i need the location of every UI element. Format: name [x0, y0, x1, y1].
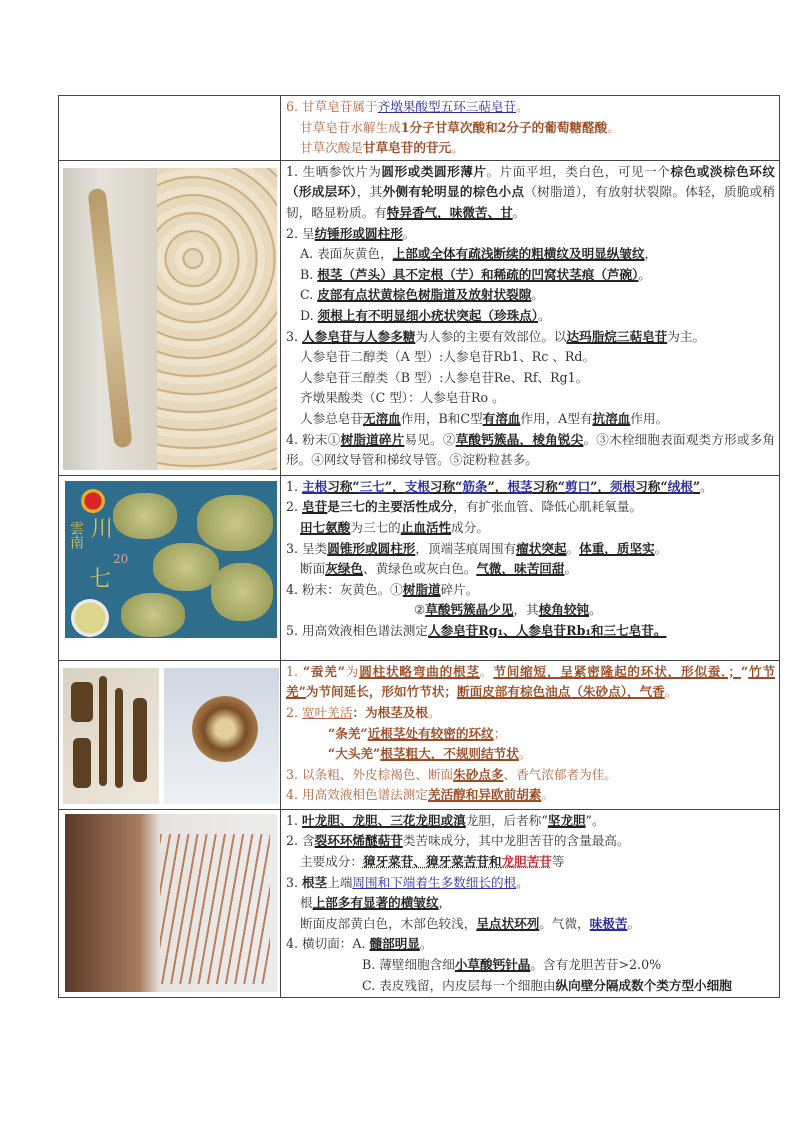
herb-table [58, 95, 780, 998]
emphasis-segment: 为节间延长，形如竹节状； [305, 684, 457, 700]
emphasis-segment: 习称“ [429, 478, 463, 494]
emphasis-segment: 根茎 [302, 874, 328, 890]
qianghuo-section-photo [164, 668, 279, 804]
text-line [286, 265, 775, 286]
emphasis-segment: “大头羌” [328, 746, 381, 762]
emphasis-segment: 上部或全体有疏浅断续的粗横纹及明显纵皱纹 [392, 246, 645, 262]
emphasis-segment: 田七氨酸 [300, 519, 351, 535]
text-segment: 人参总皂苷 [300, 410, 363, 426]
emphasis-segment: 剪口 [564, 478, 591, 494]
text-cell [281, 660, 780, 809]
text-segment: 。片面平坦，类白色，可见一个 [486, 163, 671, 179]
text-segment: 。 [564, 561, 578, 577]
text-segment: 4. 横切面：A. [286, 936, 370, 952]
table-row-longdan [59, 809, 780, 997]
text-segment: 人参皂苷三醇类（B 型）:人参皂苷Re、Rf、Rg1。 [300, 369, 589, 385]
text-line [286, 600, 775, 621]
emphasis-segment: 呈点状环列 [476, 915, 540, 931]
emphasis-segment: 根茎 [507, 478, 533, 494]
emphasis-segment: 宽叶羌活 [302, 704, 353, 720]
emphasis-segment: ” [692, 478, 701, 494]
text-segment: C. 表皮残留，内皮层每一个细胞由 [362, 977, 556, 993]
text-line [286, 118, 775, 139]
ginseng-slices-photo [157, 168, 277, 470]
emphasis-segment: ”， [487, 478, 508, 494]
emphasis-segment: 朱砂点多 [453, 766, 504, 782]
text-segment: 齐墩果酸类（C 型）：人参皂苷Ro 。 [300, 390, 505, 406]
emphasis-segment: 瘤状突起 [516, 540, 567, 556]
emphasis-segment: 须根 [610, 478, 636, 494]
text-segment: 。含有龙胆苦苷>2.0% [530, 956, 662, 972]
emphasis-segment: 人参皂苷与人参多糖 [302, 328, 416, 344]
text-segment: D. [300, 307, 318, 323]
emphasis-segment: 1分子甘草次酸和2分子的葡萄糖醛酸 [400, 119, 608, 135]
text-segment: 龙胆，后者称“ [465, 812, 548, 828]
table-row-qianghuo [59, 660, 780, 809]
emphasis-segment: 味极苦 [589, 915, 628, 931]
table-row-renshen [59, 160, 780, 475]
text-cell [281, 160, 780, 475]
text-line [286, 285, 775, 306]
text-line [286, 306, 775, 327]
text-line [286, 97, 775, 118]
text-segment: 为人参的主要有效部位。以 [415, 328, 567, 344]
emphasis-segment: 三七 [359, 478, 385, 494]
emphasis-segment: 根茎粗大，不规则结节状 [380, 746, 519, 762]
text-line [286, 724, 775, 745]
emphasis-segment: 支根 [404, 478, 430, 494]
sanqi-photo [65, 481, 277, 638]
text-segment: 1. [286, 812, 303, 828]
emphasis-segment: 树脂道碎片 [340, 431, 405, 447]
text-segment: ，其 [356, 184, 383, 200]
emphasis-segment: 棕色或淡棕色环纹（形成层环） [286, 163, 776, 200]
text-segment: 人参皂苷二醇类（A 型）:人参皂苷Rb1、Rc 、Rd。 [300, 349, 596, 365]
emphasis-segment: 无溶血 [362, 410, 401, 426]
text-segment: C. [300, 287, 318, 303]
text-segment: 成分。 [451, 519, 489, 535]
text-line [286, 873, 775, 894]
text-segment: 。 [541, 787, 554, 803]
emphasis-segment: 断面皮部有棕色油点（朱砂点），气香 [456, 684, 665, 700]
emphasis-segment: 有溶血 [482, 410, 521, 426]
text-line [286, 518, 775, 539]
text-segment: ， [644, 246, 658, 262]
text-segment: A. 表面灰黄色， [300, 246, 393, 262]
emphasis-segment: 纵向壁分隔成数个类方型小细胞 [555, 977, 732, 993]
emphasis-segment: 树脂道 [402, 581, 441, 597]
emphasis-segment: 达玛脂烷三萜皂苷 [566, 328, 668, 344]
emphasis-segment: 根茎（芦头）具不定根（艼）和稀疏的凹窝状茎痕（芦碗） [317, 266, 639, 282]
text-line [286, 388, 775, 409]
table-row-gancao [59, 96, 780, 161]
emphasis-segment: 止血活性 [400, 519, 452, 535]
emphasis-segment: 主根 [302, 478, 328, 494]
emphasis-segment: 节间缩短，呈紧密隆起的环状，形似蚕．； [493, 663, 741, 679]
text-segment: ， [438, 895, 452, 911]
text-line [286, 162, 775, 224]
emphasis-segment: 人参皂苷Rg₁、人参皂苷Rb₁和三七皂苷。 [427, 622, 667, 638]
text-line [286, 138, 775, 159]
text-line [286, 893, 775, 914]
emphasis-segment: 髓部明显 [369, 936, 420, 952]
text-segment: ，其 [513, 602, 539, 618]
text-line [286, 852, 775, 873]
emphasis-segment: 周围和下端着生多数细长的根 [352, 874, 517, 890]
coin-scale [71, 599, 109, 637]
text-segment: 6. 甘草皂苷属于 [286, 99, 378, 114]
text-segment: 。 [512, 204, 526, 220]
text-segment: 作用，B和C型 [400, 410, 483, 426]
text-segment: 2. [286, 499, 303, 515]
emphasis-segment: 甘草皂苷的苷元 [362, 140, 452, 156]
text-segment: 。气微， [539, 915, 590, 931]
emphasis-segment: 坚龙胆 [547, 812, 586, 828]
image-cell [59, 96, 281, 161]
text-line [286, 539, 775, 560]
text-segment: 甘草皂苷水解生成 [300, 119, 401, 135]
text-line [286, 955, 775, 976]
text-segment: 。③木栓细胞表面观类方形或多角形。④网纹导管和梯纹导管。⑤淀粉粒甚多。 [286, 431, 776, 468]
emphasis-segment: ”， [590, 478, 610, 494]
emphasis-segment: 外侧有轮明显的棕色小点 [382, 184, 525, 200]
text-segment: 5. 用高效液相色谱法测定 [286, 622, 428, 638]
text-segment: 、黄绿色或灰白色。 [362, 561, 477, 577]
text-segment: 3. [286, 874, 303, 890]
emphasis-segment: 灰绿色 [325, 561, 363, 577]
text-segment: ”。 [585, 812, 605, 828]
text-line [286, 831, 775, 852]
text-segment: 甘草次酸是 [300, 140, 363, 156]
text-segment: 2. 含 [286, 833, 315, 849]
emphasis-segment: 皮部有点状黄棕色树脂道及放射状裂隙 [317, 287, 532, 303]
text-line [286, 327, 775, 348]
emphasis-segment: 獐牙菜苷、獐牙菜苦苷和 [362, 853, 502, 869]
emphasis-segment: 绒根 [667, 478, 693, 494]
text-segment: 1. [286, 663, 303, 679]
text-segment: ② [414, 602, 426, 618]
text-segment: 3. 以条粗、外皮棕褐色、断面 [286, 766, 454, 782]
image-cell [59, 660, 281, 809]
text-segment: 2. 呈 [286, 225, 315, 241]
text-line [286, 811, 775, 832]
brand-logo-icon [81, 489, 105, 513]
emphasis-segment: 抗溶血 [592, 410, 631, 426]
text-segment: 4. 用高效液相色谱法测定 [286, 787, 428, 803]
emphasis-segment: 叶龙胆、龙胆、三花龙胆或滇 [302, 812, 466, 828]
emphasis-segment: 体重，质坚实 [579, 540, 655, 556]
photo-label-name1: 川 [91, 516, 114, 542]
emphasis-segment: 近根茎处有较密的环纹 [367, 725, 494, 741]
text-segment: 作用，A型有 [520, 410, 593, 426]
text-line [286, 744, 775, 765]
text-segment: （树脂道），有放射状裂隙。体轻，质脆或稍韧，略显粉质。有 [286, 184, 776, 220]
text-segment: 。 [516, 99, 529, 114]
text-segment: 易见。② [404, 431, 456, 447]
text-segment: 3. [286, 328, 303, 344]
emphasis-segment: 裂环环烯醚萜苷 [314, 833, 403, 849]
text-line [286, 477, 775, 498]
emphasis-segment: 羌活醇和异欧前胡素 [427, 787, 542, 803]
emphasis-segment: 上部多有显著的横皱纹 [312, 895, 439, 911]
text-segment: ，有扩张血管、降低心肌耗氧量。 [453, 499, 643, 515]
text-line [286, 368, 775, 389]
text-segment: 。 [700, 478, 713, 494]
emphasis-segment: 纺锤形或圆柱形 [314, 225, 403, 241]
text-segment: 上端 [327, 874, 353, 890]
emphasis-segment: 须根上有不明显细小疣状突起（珍珠点） [317, 307, 539, 323]
emphasis-segment: 习称“ [635, 478, 668, 494]
text-segment: 根 [300, 895, 313, 911]
emphasis-segment: 习称“ [327, 478, 360, 494]
text-segment: 。 [451, 140, 464, 156]
text-line [286, 580, 775, 601]
text-segment: 。 [664, 684, 678, 700]
text-line [286, 497, 775, 518]
text-line [286, 914, 775, 935]
text-line [286, 765, 775, 786]
text-cell [281, 96, 780, 161]
image-cell [59, 809, 281, 997]
text-segment: 1. [286, 478, 303, 494]
text-segment: 主要成分： [300, 853, 363, 869]
text-line [286, 703, 775, 724]
text-segment: ，顶端茎痕周围有 [415, 540, 517, 556]
emphasis-segment: 特异香气，味微苦、甘 [386, 204, 513, 220]
photo-label-name2: 七 [89, 566, 112, 592]
photo-label-region: 雲南 [68, 520, 84, 549]
emphasis-segment: “条羌” [328, 725, 368, 741]
emphasis-segment: 是三七的主要活性成分 [327, 499, 454, 515]
text-segment: 作用。 [630, 410, 669, 426]
text-segment: 。 [607, 119, 620, 135]
text-segment: 、香气浓郁者为佳。 [503, 766, 617, 782]
text-line [286, 785, 775, 806]
text-segment: 为三七的 [350, 519, 401, 535]
text-segment: 。 [638, 266, 651, 282]
text-cell [281, 475, 780, 660]
image-cell [59, 475, 281, 660]
text-cell [281, 809, 780, 997]
emphasis-segment: “ [740, 663, 749, 679]
text-segment: 。 [479, 663, 494, 679]
text-line [286, 934, 775, 955]
emphasis-segment: 圆柱状略弯曲的根茎 [359, 663, 480, 679]
text-segment: B. [300, 266, 318, 282]
ginseng-root-photo [63, 168, 157, 470]
image-cell [59, 160, 281, 475]
text-segment: ； [493, 725, 507, 741]
text-segment: 等 [551, 853, 565, 869]
emphasis-segment: “蚕羌” [302, 663, 345, 679]
emphasis-segment: 龙胆苦苷 [501, 853, 552, 869]
text-segment: 。 [427, 704, 441, 720]
text-segment: 3. 呈类 [286, 540, 328, 556]
emphasis-segment: 皂苷 [302, 499, 328, 515]
text-segment: 。 [518, 746, 532, 762]
text-segment: 1. 生晒参饮片为 [286, 163, 382, 179]
text-segment: 类苦味成分，其中龙胆苦苷的含量最高。 [402, 833, 630, 849]
text-line [286, 409, 775, 430]
text-segment: 。 [419, 936, 433, 952]
text-segment: 。 [654, 540, 668, 556]
text-segment: 。 [627, 915, 641, 931]
emphasis-segment: 圆形或类圆形薄片 [381, 163, 487, 179]
text-segment: B. 薄壁细胞含细 [362, 956, 455, 972]
emphasis-segment: 习称“ [532, 478, 565, 494]
emphasis-segment: 齐墩果酸型五环三萜皂苷 [377, 99, 517, 114]
text-segment: 碎片。 [440, 581, 479, 597]
table-row-sanqi [59, 475, 780, 660]
text-segment: 。 [538, 307, 551, 323]
text-line [286, 224, 775, 245]
text-segment: 。 [531, 287, 544, 303]
text-segment: 。 [566, 540, 580, 556]
text-segment: 断面 [300, 561, 326, 577]
photo-label-number: 20 [113, 551, 129, 566]
longdan-photo [65, 814, 277, 992]
emphasis-segment: 草酸钙簇晶少见 [425, 602, 514, 618]
text-segment: 2. [286, 704, 303, 720]
text-segment: 。 [402, 225, 416, 241]
emphasis-segment: 气微，味苦回甜 [476, 561, 565, 577]
text-segment: 断面皮部黄白色，木部色较浅， [300, 915, 477, 931]
text-line [286, 662, 775, 703]
emphasis-segment: 棱角较钝 [538, 602, 590, 618]
text-segment: 4. 粉末① [286, 431, 341, 447]
text-segment: 为主。 [667, 328, 706, 344]
qianghuo-pieces-photo [63, 668, 159, 804]
text-segment: 。 [516, 874, 529, 890]
emphasis-segment: 圆锥形或圆柱形 [327, 540, 416, 556]
emphasis-segment: 竹节羌” [286, 663, 776, 700]
emphasis-segment: ：为根茎及根 [352, 704, 428, 720]
text-line [286, 976, 775, 997]
emphasis-segment: 草酸钙簇晶，棱角锐尖 [455, 431, 584, 447]
text-segment: 为 [344, 663, 360, 679]
text-line [286, 347, 775, 368]
text-segment: 。 [589, 602, 602, 618]
text-segment: 4. 粉末：灰黄色。① [286, 581, 403, 597]
text-line [286, 430, 775, 471]
emphasis-segment: 筋条 [462, 478, 488, 494]
emphasis-segment: 小草酸钙针晶 [454, 956, 531, 972]
text-line [286, 244, 775, 265]
text-line [286, 559, 775, 580]
text-line [286, 621, 775, 642]
emphasis-segment: ”， [384, 478, 405, 494]
